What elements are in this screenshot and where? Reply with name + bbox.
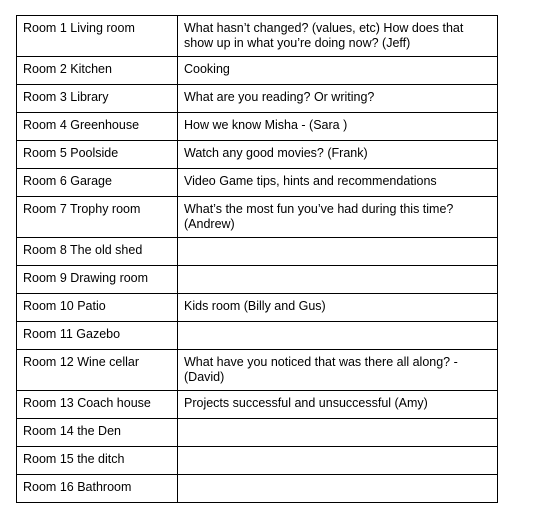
room-name-cell: Room 9 Drawing room <box>17 266 178 294</box>
table-row <box>17 113 498 141</box>
room-topic-cell <box>178 266 498 294</box>
room-name-cell: Room 4 Greenhouse <box>17 113 178 141</box>
room-topic-cell: Kids room (Billy and Gus) <box>178 294 498 322</box>
room-name-cell: Room 15 the ditch <box>17 447 178 475</box>
room-topic-cell <box>178 238 498 266</box>
table-row <box>17 141 498 169</box>
table-row <box>17 57 498 85</box>
table-row <box>17 350 498 391</box>
room-name-cell: Room 16 Bathroom <box>17 475 178 503</box>
room-name-cell: Room 8 The old shed <box>17 238 178 266</box>
room-topic-cell: What are you reading? Or writing? <box>178 85 498 113</box>
room-name-cell: Room 6 Garage <box>17 169 178 197</box>
room-topic-cell <box>178 322 498 350</box>
room-name-cell: Room 5 Poolside <box>17 141 178 169</box>
room-topic-cell <box>178 475 498 503</box>
table-row <box>17 391 498 419</box>
room-name-cell: Room 7 Trophy room <box>17 197 178 238</box>
table-row <box>17 322 498 350</box>
room-topic-cell: Watch any good movies? (Frank) <box>178 141 498 169</box>
table-row <box>17 169 498 197</box>
room-topic-cell <box>178 419 498 447</box>
room-topic-cell: What hasn’t changed? (values, etc) How does that show up in what you’re doing now? (Jeff) <box>178 16 498 57</box>
room-name-cell: Room 11 Gazebo <box>17 322 178 350</box>
room-name-cell: Room 3 Library <box>17 85 178 113</box>
table-row <box>17 16 498 57</box>
room-topic-cell: How we know Misha - (Sara ) <box>178 113 498 141</box>
table-row <box>17 197 498 238</box>
room-topic-cell: What have you noticed that was there all along? - (David) <box>178 350 498 391</box>
room-name-cell: Room 10 Patio <box>17 294 178 322</box>
room-name-cell: Room 12 Wine cellar <box>17 350 178 391</box>
room-name-cell: Room 14 the Den <box>17 419 178 447</box>
room-name-cell: Room 2 Kitchen <box>17 57 178 85</box>
table-row <box>17 85 498 113</box>
table-row <box>17 419 498 447</box>
rooms-table <box>16 15 498 503</box>
table-row <box>17 475 498 503</box>
table-row <box>17 238 498 266</box>
room-topic-cell: Video Game tips, hints and recommendations <box>178 169 498 197</box>
table-row <box>17 266 498 294</box>
table-row <box>17 294 498 322</box>
room-topic-cell: What’s the most fun you’ve had during this time? (Andrew) <box>178 197 498 238</box>
room-topic-cell: Projects successful and unsuccessful (Amy) <box>178 391 498 419</box>
room-topic-cell <box>178 447 498 475</box>
room-name-cell: Room 13 Coach house <box>17 391 178 419</box>
table-row <box>17 447 498 475</box>
room-name-cell: Room 1 Living room <box>17 16 178 57</box>
room-topic-cell: Cooking <box>178 57 498 85</box>
